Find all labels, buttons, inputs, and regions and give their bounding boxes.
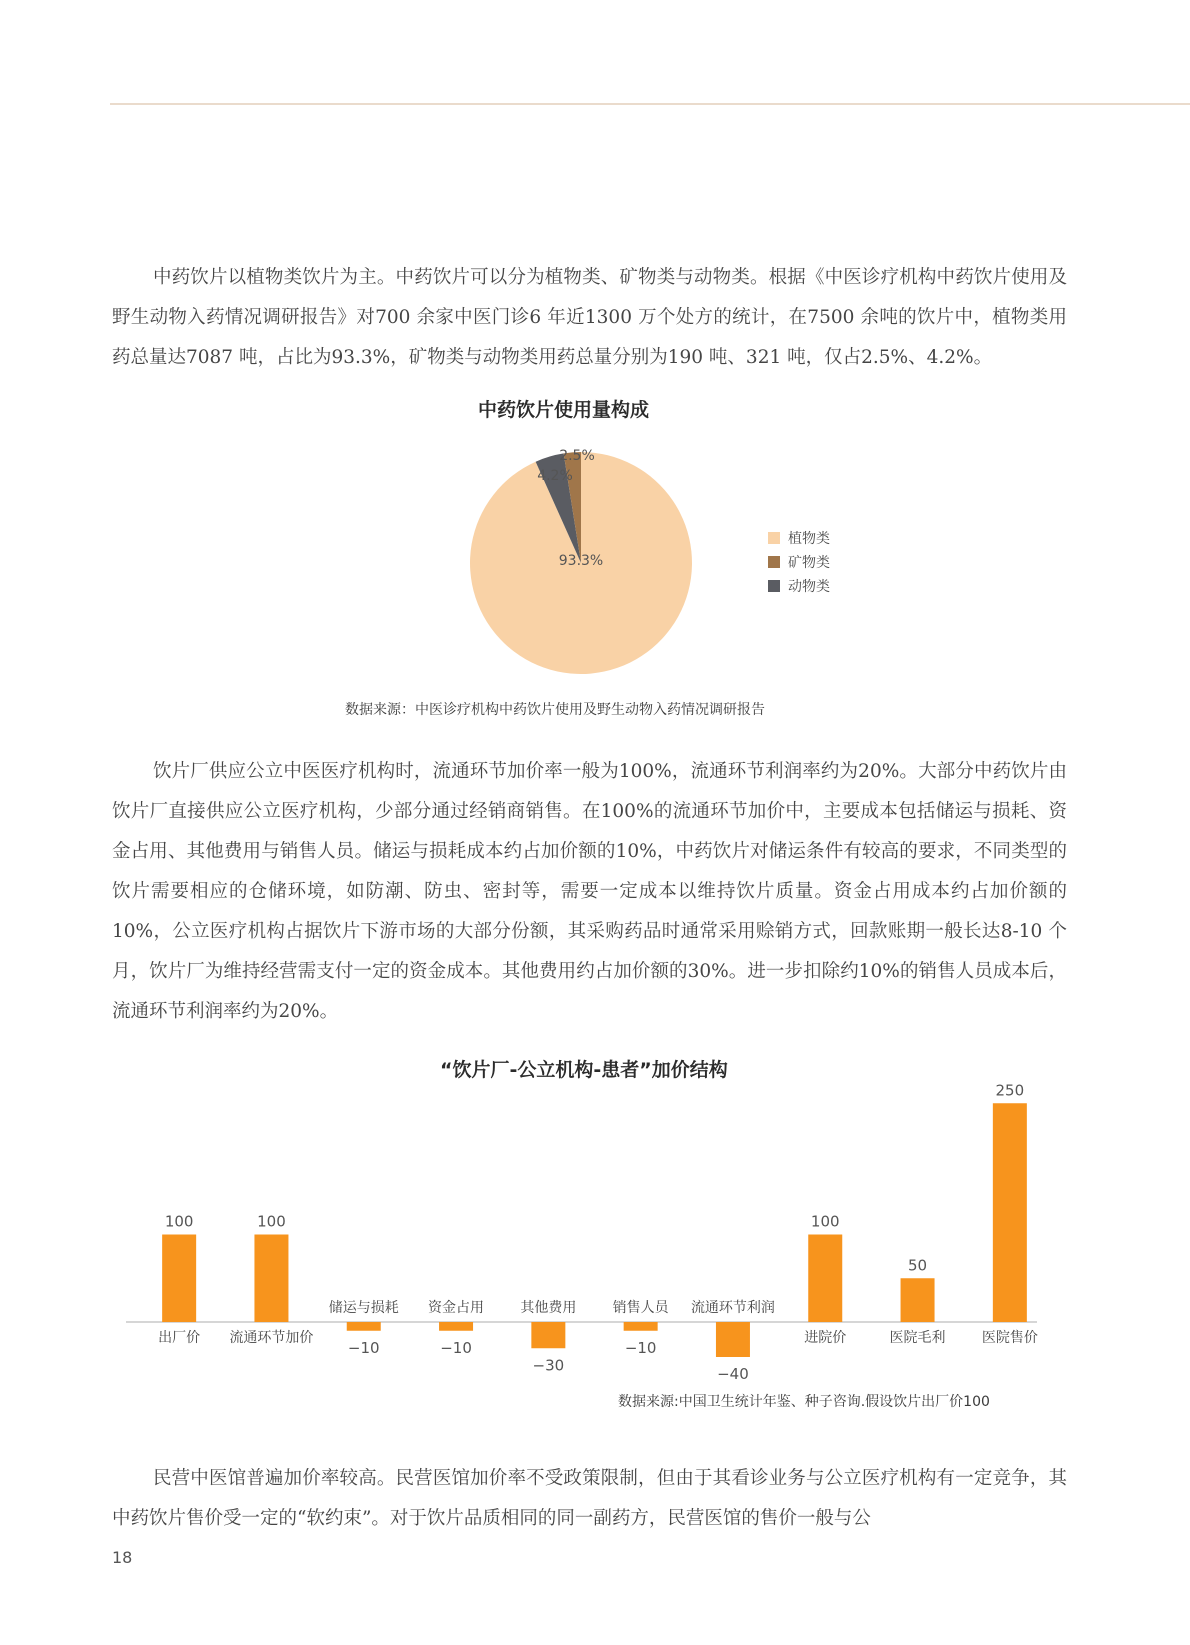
legend-label-mineral: 矿物类 (788, 555, 830, 571)
bar-5 (531, 1322, 565, 1348)
pie-legend (768, 526, 830, 598)
bar-4 (439, 1322, 473, 1331)
bar-value-label-7: −40 (717, 1365, 749, 1383)
bar-9 (901, 1278, 935, 1322)
legend-label-animal: 动物类 (788, 579, 830, 595)
paragraph-3: 民营中医馆普遍加价率较高。民营医馆加价率不受政策限制，但由于其看诊业务与公立医疗机构有一定竞争，其中药饮片售价受一定的“软约束”。对于饮片品质相同的同一副药方，民营医馆的售价一般与公 (112, 1468, 1067, 1529)
header-rule (110, 103, 1190, 105)
bar-2 (254, 1235, 288, 1323)
pie-value-label-plant: 93.3% (558, 553, 604, 569)
bar-category-label-5: 其他费用 (520, 1300, 577, 1316)
pie-chart-title: 中药饮片使用量构成 (478, 399, 650, 421)
bar-category-label-9: 医院毛利 (889, 1330, 946, 1346)
legend-label-plant: 植物类 (788, 531, 830, 547)
bar-10 (993, 1103, 1027, 1322)
bar-7 (716, 1322, 750, 1357)
pie-value-label-animal: 4.2% (537, 468, 573, 484)
pie-value-label-mineral: 2.5% (559, 448, 595, 464)
paragraph-2: 饮片厂供应公立中医医疗机构时，流通环节加价率一般为100%，流通环节利润率约为20%。大部分中药饮片由饮片厂直接供应公立医疗机构，少部分通过经销商销售。在100%的流通环节加价中，主要成本包括储运与损耗、资金占用、其他费用与销售人员。储运与损耗成本约占加价额的10%，中药饮片对储运条件有较高的要求，不同类型的饮片需要相应的仓储环境，如防潮、防虫、密封等，需要一定成本以维持饮片质量。资金占用成本约占加价额的10%，公立医疗机构占据饮片下游市场的大部分份额，其采购药品时通常采用赊销方式，回款账期一般长达8-10 个月，饮片厂为维持经营需支付一定的资金成本。其他费用约占加价额的30%。进一步扣除约10%的销售人员成本后，流通环节利润率约为20%。 (112, 761, 1067, 1022)
pie-source-note: 数据来源：中医诊疗机构中药饮片使用及野生动物入药情况调研报告 (345, 702, 765, 718)
bar-category-label-2: 流通环节加价 (229, 1330, 314, 1346)
bar-value-label-2: 100 (257, 1212, 286, 1231)
bar-category-label-3: 储运与损耗 (328, 1300, 399, 1316)
bar-value-label-1: 100 (164, 1212, 194, 1231)
paragraph-1: 中药饮片以植物类饮片为主。中药饮片可以分为植物类、矿物类与动物类。根据《中医诊疗机构中药饮片使用及野生动物入药情况调研报告》对700 余家中医门诊6 年近1300 万个处方的统计，在7500 余吨的饮片中，植物类用药总量达7087 吨，占比为93.3%，矿物类与动物类用药总量分别为190 吨、321 吨，仅占2.5%、4.2%。 (112, 267, 1067, 368)
bar-category-label-6: 销售人员 (612, 1300, 669, 1316)
bar-value-label-3: −10 (347, 1338, 380, 1357)
legend-swatch-animal (768, 580, 780, 592)
bar-value-label-10: 250 (995, 1081, 1025, 1100)
page-number: 18 (112, 1548, 133, 1567)
bar-3 (347, 1322, 381, 1331)
bar-category-label-7: 流通环节利润 (690, 1300, 775, 1316)
bar-value-label-6: −10 (624, 1338, 657, 1357)
bar-value-label-9: 50 (908, 1256, 928, 1275)
legend-swatch-plant (768, 532, 780, 544)
legend-swatch-mineral (768, 556, 780, 568)
pie-chart (440, 430, 700, 690)
bar-category-label-1: 出厂价 (158, 1330, 201, 1346)
bar-category-label-10: 医院售价 (981, 1330, 1038, 1346)
bar-value-label-4: −10 (440, 1338, 472, 1357)
bar-category-label-8: 进院价 (804, 1330, 847, 1346)
bar-chart-title: “饮片厂-公立机构-患者”加价结构 (440, 1059, 728, 1081)
bar-6 (624, 1322, 658, 1331)
bar-chart (0, 1070, 1190, 1410)
bar-8 (808, 1235, 842, 1323)
bar-category-label-4: 资金占用 (428, 1300, 485, 1316)
legend-item-mineral (768, 550, 830, 574)
bar-value-label-5: −30 (532, 1356, 565, 1375)
bar-value-label-8: 100 (810, 1212, 840, 1231)
bar-1 (162, 1235, 196, 1323)
legend-item-plant (768, 526, 830, 550)
bar-source-note: 数据来源:中国卫生统计年鉴、种子咨询.假设饮片出厂价100 (618, 1394, 990, 1410)
legend-item-animal (768, 574, 830, 598)
